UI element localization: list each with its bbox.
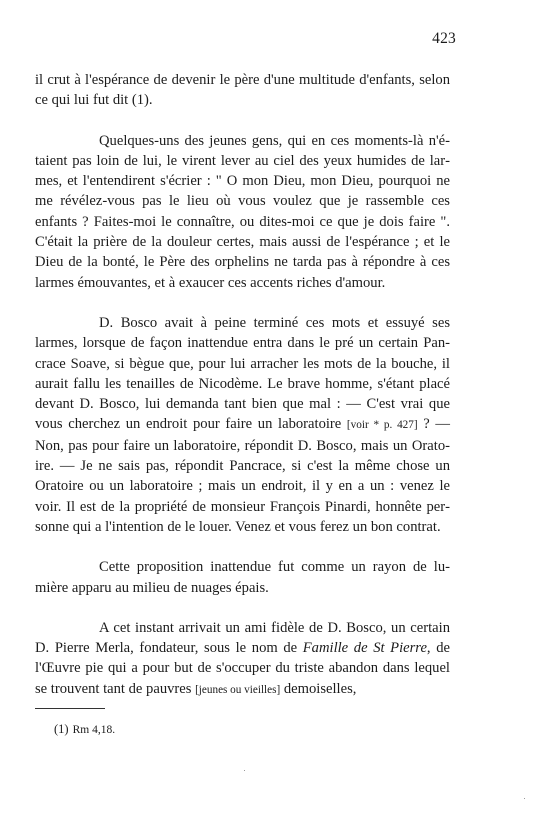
footnote-marker: (1) [54,722,69,736]
body-text [35,70,450,700]
editorial-insertion: [voir * p. 427] [346,419,418,432]
text-run: demoiselles, [280,680,357,697]
text-run: Quelques-uns des jeunes gens, qui en ces moments-là n'étaient pas loin de lui, le virent lever au ciel des yeux humides de larmes, et l'entendirent s'écrier : " O mon Dieu, mon Dieu, pourquoi ne me révélez-vous pas le lieu où vous voulez que je rassemble ces enfants ? Faites-moi le connaître, ou dites-moi ce que je dois faire ". C'était la prière de la douleur certes, mais aussi de l'espérance ; et le Dieu de la bonté, le Père des orphelins ne tarda pas à répondre à ces larmes émouvantes, et à exaucer ces accents riches d'amour. [35,132,450,291]
footnote [54,722,115,737]
editorial-insertion: [jeunes ou vieilles] [195,683,281,696]
scan-speck [244,770,245,771]
footnote-rule [35,708,105,709]
paragraph-3 [35,313,450,537]
text-run: A cet instant arrivait un ami fidèle de D. Bosco, un certain D. Pierre Merla, fondateur, sous le nom de [35,619,450,657]
italic-title: Famille de St Pierre [302,640,427,657]
paragraph-5 [35,618,450,700]
text-run: ? — Non, pas pour faire un laboratoire, répondit D. Bosco, mais un Oratoire. — Je ne sais pas, répondit Pancrace, si c'est la même chose un Oratoire ou un laboratoire ; mais un endroit, il y en a un : venez le voir. Il est de la propriété de monsieur François Pinardi, honnête personne qui a l'intention de le louer. Venez et vous ferez un bon contrat. [35,416,450,535]
page-number: 423 [432,30,456,47]
scan-speck [524,798,525,799]
text-run: Cette proposition inattendue fut comme un rayon de lumière apparu au milieu de nuages épais. [35,559,450,596]
text-run: D. Bosco avait à peine terminé ces mots et essuyé ses larmes, lorsque de façon inattendue entra dans le pré un certain Pancrace Soave, si bègue que, pour lui arracher les mots de la bouche, il aurait fallu les tenailles de Nicodème. Le brave homme, s'étant placé devant D. Bosco, lui demanda tant bien que mal : — C'est vrai que vous cherchez un endroit pour faire un laboratoire [35,314,450,433]
paragraph-1 [35,70,450,111]
footnote-text: Rm 4,18. [72,724,116,736]
paragraph-4 [35,557,450,598]
text-run: , de l'Œuvre pie qui a pour but de s'occuper du triste abandon dans lequel se trouvent tant de pauvres [35,640,450,697]
paragraph-2 [35,131,450,293]
text-run: il crut à l'espérance de devenir le père d'une multitude d'enfants, selon ce qui lui fut dit (1). [35,72,450,109]
